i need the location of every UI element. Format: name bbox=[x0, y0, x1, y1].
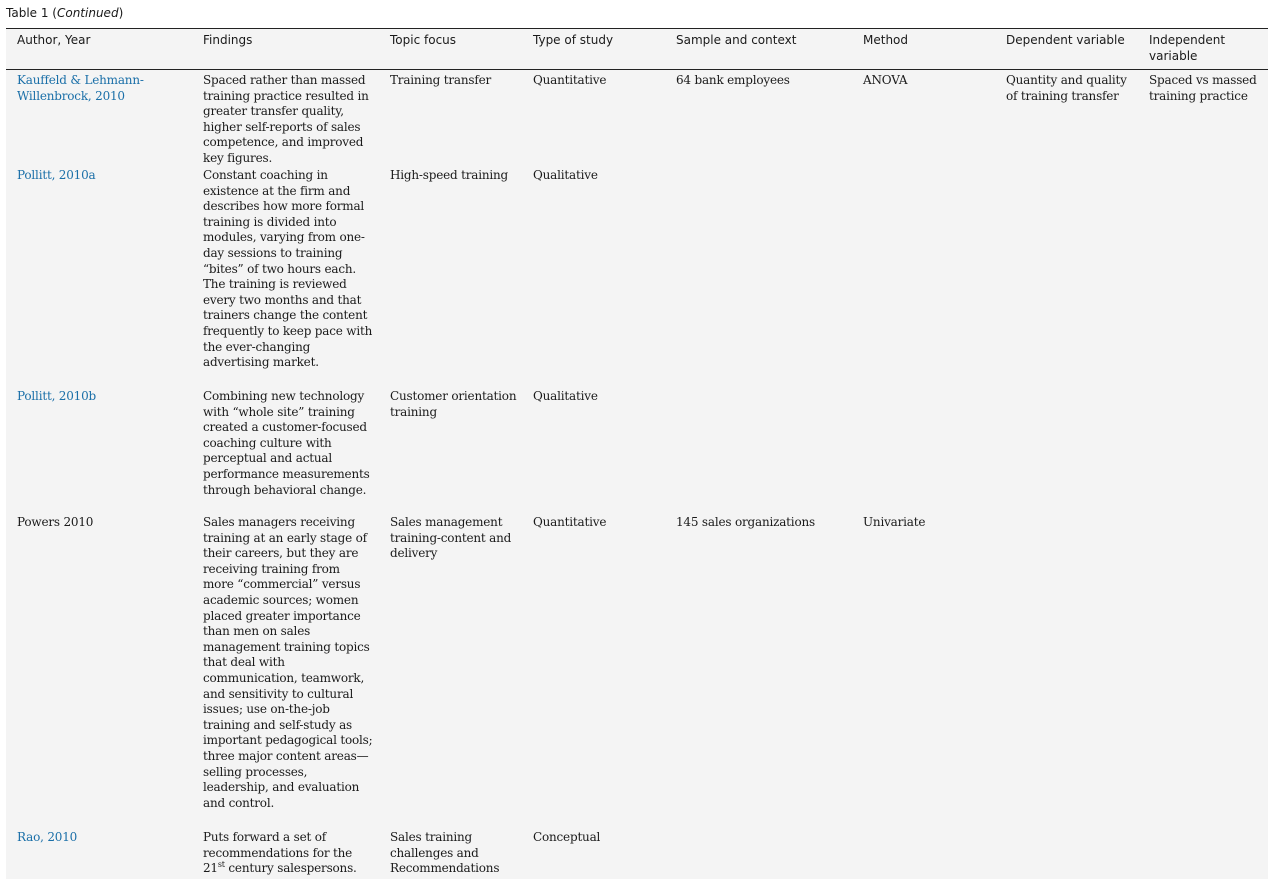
header-independent: Independent variable bbox=[1149, 33, 1226, 63]
topic-cell: Customer orientation training bbox=[390, 389, 517, 419]
caption-suffix: ) bbox=[118, 6, 124, 20]
type-cell: Qualitative bbox=[533, 389, 598, 403]
type-cell: Conceptual bbox=[533, 830, 601, 844]
findings-text: century salespersons. bbox=[224, 861, 357, 876]
author-link[interactable]: Pollitt, 2010b bbox=[17, 389, 97, 403]
findings-cell bbox=[203, 830, 373, 877]
findings-cell: Sales managers receiving training at an early stage of their careers, but they are receiving training from more “commercial” versus academic sources; women placed greater importance than men on sales management training topics that deal with communication, teamwork, and sensitivity to cultural issues; use on-the-job training and self-study as important pedagogical tools; three major content areas—selling processes, leadership, and evaluation and control. bbox=[203, 515, 373, 810]
type-cell: Quantitative bbox=[533, 515, 607, 529]
independent-cell: Spaced vs massed training practice bbox=[1149, 73, 1257, 103]
header-method: Method bbox=[863, 33, 909, 47]
author-link[interactable]: Pollitt, 2010a bbox=[17, 168, 96, 182]
findings-cell: Constant coaching in existence at the firm and describes how more formal training is divided into modules, varying from one-day sessions to training “bites” of two hours each. The training is reviewed every two months and that trainers change the content frequently to keep pace with the ever-changing advertising market. bbox=[203, 168, 373, 370]
author-link[interactable]: Kauffeld & Lehmann-Willenbrock, 2010 bbox=[17, 73, 144, 103]
header-findings: Findings bbox=[203, 33, 253, 47]
header-sample: Sample and context bbox=[676, 33, 797, 47]
author-link[interactable]: Rao, 2010 bbox=[17, 830, 78, 844]
author-cell: Powers 2010 bbox=[17, 515, 94, 529]
dependent-cell: Quantity and quality of training transfer bbox=[1006, 73, 1127, 103]
table-caption bbox=[6, 6, 123, 20]
caption-continued: Continued bbox=[56, 6, 119, 20]
topic-cell: Sales training challenges and Recommendations bbox=[390, 830, 500, 876]
type-cell: Qualitative bbox=[533, 168, 598, 182]
findings-cell: Spaced rather than massed training practice resulted in greater transfer quality, higher self-reports of sales competence, and improved key figures. bbox=[203, 73, 369, 165]
sample-cell: 145 sales organizations bbox=[676, 515, 815, 529]
table-header bbox=[6, 29, 1268, 70]
header-type: Type of study bbox=[533, 33, 614, 47]
topic-cell: Sales management training-content and delivery bbox=[390, 515, 512, 561]
topic-cell: Training transfer bbox=[390, 73, 492, 87]
literature-table bbox=[6, 28, 1268, 879]
header-topic: Topic focus bbox=[390, 33, 457, 47]
topic-cell: High-speed training bbox=[390, 168, 509, 182]
findings-cell: Combining new technology with “whole site” training created a customer-focused coaching culture with perceptual and actual performance measurements through behavioral change. bbox=[203, 389, 370, 497]
method-cell: Univariate bbox=[863, 515, 926, 529]
ordinal-superscript: st bbox=[217, 860, 225, 870]
header-author: Author, Year bbox=[17, 33, 91, 47]
sample-cell: 64 bank employees bbox=[676, 73, 790, 87]
header-dependent: Dependent variable bbox=[1006, 33, 1125, 47]
caption-prefix: Table 1 ( bbox=[6, 6, 57, 20]
findings-text: Puts forward a set of recommendations for the 21 bbox=[203, 830, 353, 876]
type-cell: Quantitative bbox=[533, 73, 607, 87]
method-cell: ANOVA bbox=[863, 73, 908, 87]
